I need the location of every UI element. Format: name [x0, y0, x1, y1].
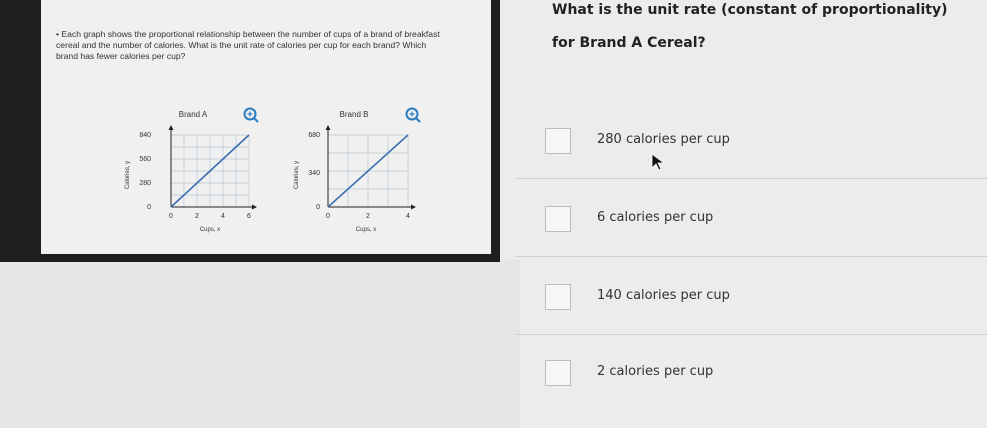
y-tick-label: 340	[308, 170, 320, 177]
x-tick-label: 6	[247, 213, 251, 220]
answer-choice-3[interactable]	[545, 280, 965, 312]
lower-left-background	[0, 260, 520, 428]
y-axis-arrow	[326, 125, 331, 130]
y-tick-label: 0	[316, 204, 320, 211]
checkbox[interactable]	[545, 128, 571, 154]
x-tick-label: 2	[366, 213, 370, 220]
question-line-2: for Brand A Cereal?	[552, 35, 706, 51]
zoom-icon[interactable]	[407, 109, 421, 123]
checkbox[interactable]	[545, 284, 571, 310]
graph-title: Brand A	[178, 110, 208, 119]
problem-statement: • Each graph shows the proportional relationship between the number of cups of a brand of breakfast cereal and the number of calories. What is the unit rate of calories per cup for each brand? Which brand has fewer calories per cup?	[56, 29, 440, 61]
x-axis-arrow	[252, 205, 257, 210]
y-tick-label: 680	[308, 132, 320, 139]
y-tick-label: 560	[139, 156, 151, 163]
answer-choice-2[interactable]	[545, 202, 965, 234]
x-tick-label: 0	[326, 213, 330, 220]
choice-divider	[515, 178, 987, 179]
choice-label: 2 calories per cup	[597, 364, 714, 379]
choice-divider	[515, 334, 987, 335]
x-axis-label: Cups, x	[355, 227, 377, 233]
y-tick-label: 840	[139, 132, 151, 139]
mouse-pointer-icon	[651, 153, 665, 171]
x-tick-label: 2	[195, 213, 199, 220]
graph-brand-a	[115, 105, 265, 235]
graph-brand-b	[282, 105, 447, 235]
problem-image-panel	[0, 0, 500, 262]
x-axis-arrow	[411, 205, 416, 210]
x-tick-label: 4	[406, 213, 410, 220]
x-tick-label: 0	[169, 213, 173, 220]
choice-label: 140 calories per cup	[597, 288, 730, 303]
choice-divider	[515, 256, 987, 257]
question-line-1: What is the unit rate (constant of proportionality)	[552, 2, 948, 18]
choice-label: 6 calories per cup	[597, 210, 714, 225]
choice-label: 280 calories per cup	[597, 132, 730, 147]
x-axis-label: Cups, x	[199, 227, 221, 233]
checkbox[interactable]	[545, 206, 571, 232]
zoom-icon[interactable]	[245, 109, 259, 123]
y-axis-label: Calories, y	[125, 160, 131, 190]
y-tick-label: 280	[139, 180, 151, 187]
y-axis-label: Calories, y	[294, 160, 300, 190]
x-tick-label: 4	[221, 213, 225, 220]
y-axis-arrow	[169, 125, 174, 130]
answer-choice-1[interactable]	[545, 124, 965, 156]
answer-choice-4[interactable]	[545, 356, 965, 388]
checkbox[interactable]	[545, 360, 571, 386]
graph-title: Brand B	[339, 110, 369, 119]
y-tick-label: 0	[147, 204, 151, 211]
